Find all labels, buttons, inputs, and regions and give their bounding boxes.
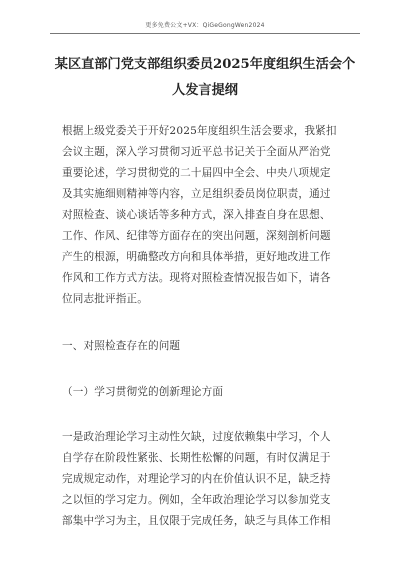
paragraph-line: 一是政治理论学习主动性欠缺，过度依赖集中学习，个人 [62,431,331,443]
intro-line: 对照检查、谈心谈话等多种方式，深入排查自身在思想、 [62,209,331,221]
paragraph-line: 自学存在阶段性紧张、长期性松懈的问题，有时仅满足于 [62,452,331,464]
header-rule [50,33,360,34]
intro-line: 工作、作风、纪律等方面存在的突出问题，深刻剖析问题 [62,230,331,242]
intro-line: 及其实施细则精神等内容，立足组织委员岗位职责，通过 [62,188,331,200]
intro-line: 重要论述，学习贯彻党的二十届四中全会、中央八项规定 [62,167,331,179]
paragraph-line: 之以恒的学习定力。例如，全年政治理论学习以参加党支 [62,494,331,506]
subsection-heading: （一）学习贯彻党的创新理论方面 [62,386,224,398]
intro-line: 会议主题，深入学习贯彻习近平总书记关于全面从严治党 [62,146,331,158]
intro-line: 作风和工作方式方法。现将对照检查情况报告如下，请各 [62,272,331,284]
paragraph-line: 部集中学习为主，且仅限于完成任务，缺乏与具体工作相 [62,515,331,527]
page-header: 更多免费公文+VX：QiGeGongWen2024 [145,22,265,29]
document-title-line-2: 人发言提纲 [172,83,238,98]
paragraph-line: 完成规定动作，对理论学习的内在价值认识不足，缺乏持 [62,473,331,485]
document-title-line-1: 某区直部门党支部组织委员2025年度组织生活会个 [54,57,356,72]
intro-line: 位同志批评指正。 [62,293,148,305]
intro-line: 产生的根源，明确整改方向和具体举措，更好地改进工作 [62,251,331,263]
section-heading: 一、对照检查存在的问题 [62,340,181,352]
intro-line: 根据上级党委关于开好2025年度组织生活会要求，我紧扣 [62,125,337,137]
